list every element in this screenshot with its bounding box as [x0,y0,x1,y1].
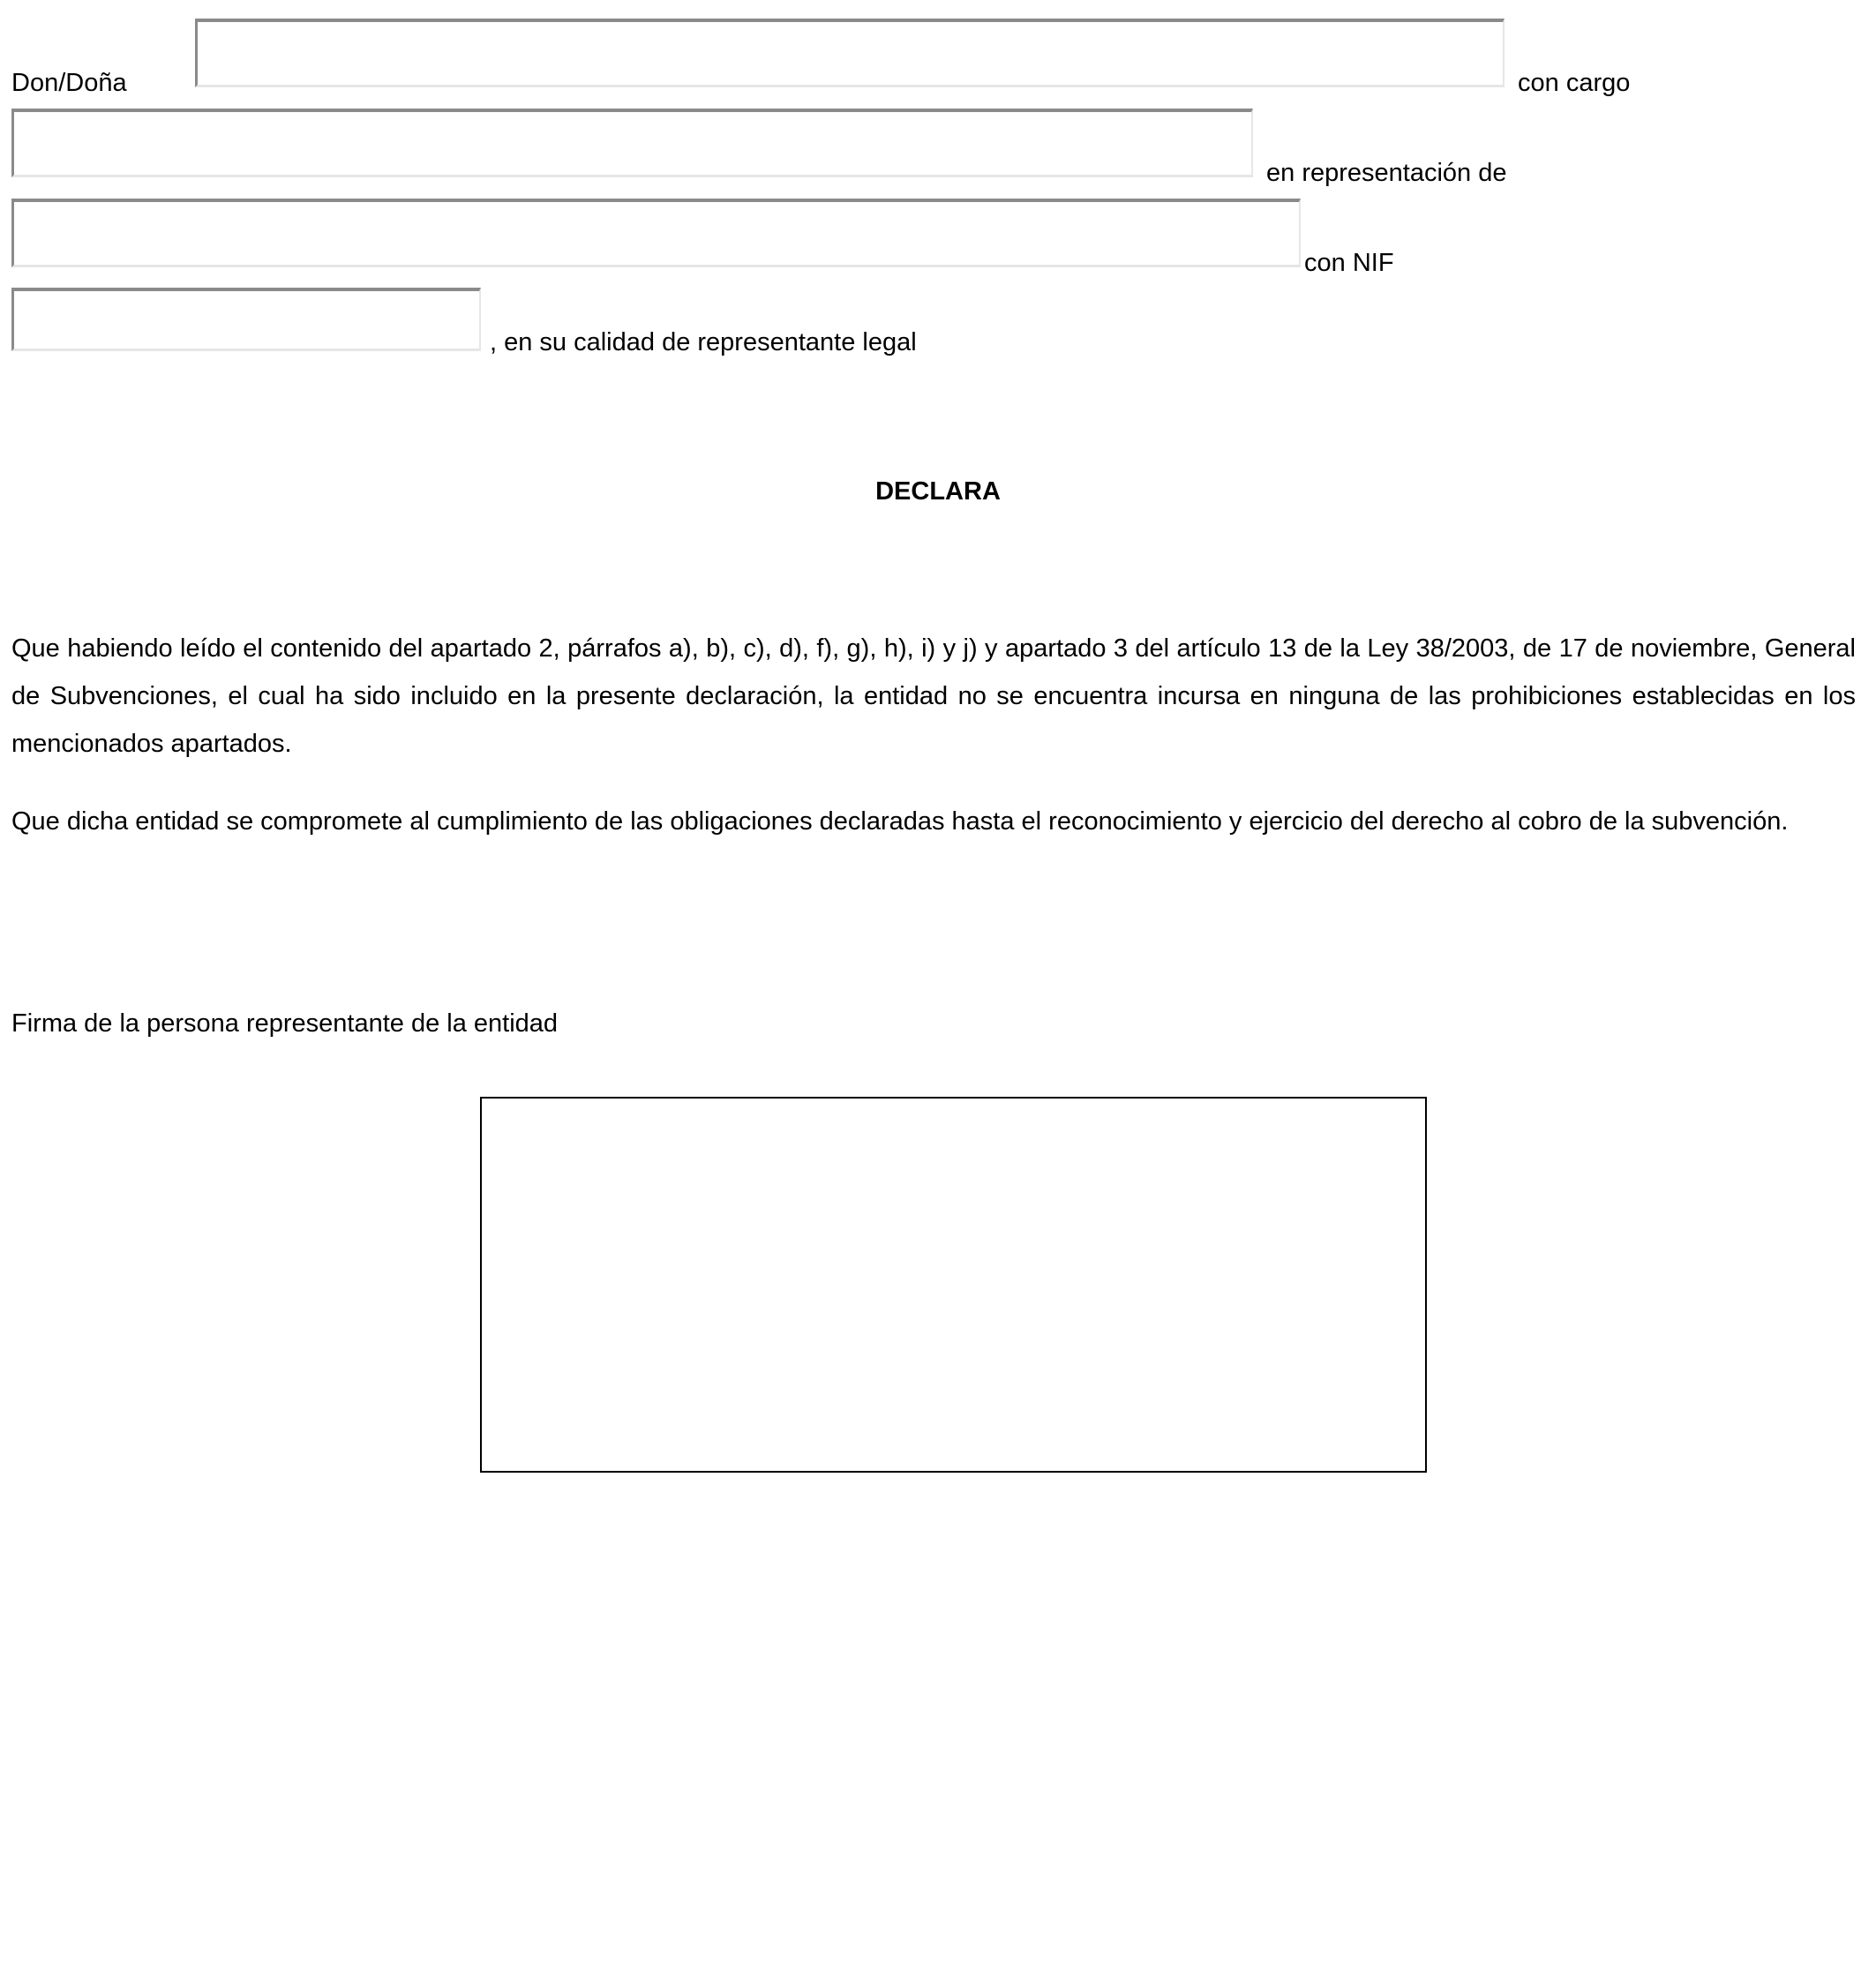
cargo-input[interactable] [11,109,1253,177]
name-input[interactable] [195,19,1505,87]
label-con-cargo: con cargo [1518,69,1631,97]
declaration-paragraph-1: Que habiendo leído el contenido del apartado 2, párrafos a), b), c), d), f), g), h), i) y j) y apartado 3 del artículo 13 de la Ley 38/2003, de 17 de noviembre, General de Subvenciones, el cual ha sido incluido en la presente declaración, la entidad no se encuentra incursa en ninguna de las prohibiciones establecidas en los mencionados apartados. [11,634,1856,758]
signature-label: Firma de la persona representante de la entidad [11,1009,559,1038]
declaration-title: DECLARA [875,477,1001,506]
label-con-nif: con NIF [1304,249,1394,277]
label-calidad-representante: , en su calidad de representante legal [490,328,917,356]
declaration-paragraph-2: Que dicha entidad se compromete al cumplimiento de las obligaciones declaradas hasta el reconocimiento y ejercicio del derecho al cobro de la subvención. [11,807,1789,836]
label-don-dona: Don/Doña [11,69,127,97]
nif-input[interactable] [11,288,481,351]
entidad-input[interactable] [11,199,1301,267]
label-en-representacion: en representación de [1266,159,1507,187]
signature-box[interactable] [480,1097,1427,1473]
